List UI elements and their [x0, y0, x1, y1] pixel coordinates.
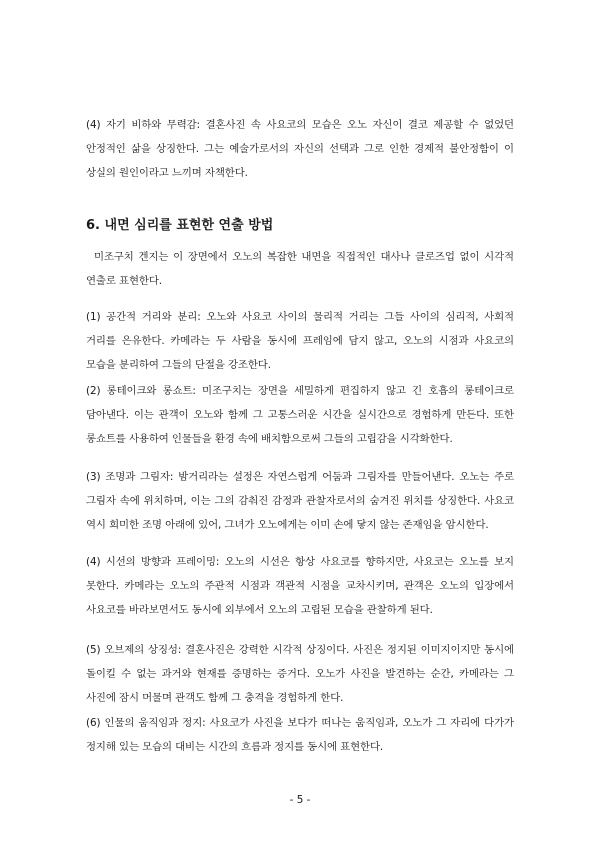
list-item: (2) 롱테이크와 롱쇼트: 미조구치는 장면을 세밀하게 편집하지 않고 긴 호흡의 롱테이크로 담아낸다. 이는 관객이 오노와 함께 그 고통스러운 시간을 실시간으로 경험하게 만든다. 또한 롱쇼트를 사용하여 인물들을 환경 속에 배치함으로써 그들의 고립감을 시각화한다.: [86, 385, 514, 445]
list-item: (6) 인물의 움직임과 정지: 사요코가 사진을 보다가 떠나는 움직임과, 오노가 그 자리에 다가가 정지해 있는 모습의 대비는 시간의 흐름과 정지를 동시에 표현한다.: [86, 717, 514, 753]
list-item: (3) 조명과 그림자: 밤거리라는 설정은 자연스럽게 어둠과 그림자를 만들어낸다. 오노는 주로 그림자 속에 위치하며, 이는 그의 감춰진 감정과 관찰자로서의 숨겨진 위치를 상징한다. 사요코 역시 희미한 조명 아래에 있어, 그녀가 오노에게는 이미 손에 닿지 않는 존재임을 암시한다.: [86, 471, 514, 531]
list-item: (1) 공간적 거리와 분리: 오노와 사요코 사이의 물리적 거리는 그들 사이의 심리적, 사회적 거리를 은유한다. 카메라는 두 사람을 동시에 프레임에 담지 않고, 오노의 시점과 사요코의 모습을 분리하여 그들의 단절을 강조한다.: [86, 311, 514, 371]
page-number: - 5 -: [289, 794, 311, 806]
intro-paragraph: (4) 자기 비하와 무력감: 결혼사진 속 사요코의 모습은 오노 자신이 결코 제공할 수 없었던 안정적인 삶을 상징한다. 그는 예술가로서의 자신의 선택과 그로 인한 경제적 불안정함이 이 상실의 원인이라고 느끼며 자책한다.: [86, 119, 514, 179]
section-heading: 6. 내면 심리를 표현한 연출 방법: [86, 218, 274, 233]
section-intro-paragraph: 미조구치 겐지는 이 장면에서 오노의 복잡한 내면을 직접적인 대사나 클로즈업 없이 시각적 연출로 표현한다.: [86, 251, 514, 287]
list-item: (5) 오브제의 상징성: 결혼사진은 강력한 시각적 상징이다. 사진은 정지된 이미지이지만 동시에 돌이킬 수 없는 과거와 현재를 증명하는 증거다. 오노가 사진을 발견하는 순간, 카메라는 그 사진에 잠시 머물며 관객도 함께 그 충격을 경험하게 한다.: [86, 644, 514, 704]
list-item: (4) 시선의 방향과 프레이밍: 오노의 시선은 항상 사요코를 향하지만, 사요코는 오노를 보지 못한다. 카메라는 오노의 주관적 시점과 객관적 시점을 교차시키며, 관객은 오노의 입장에서 사요코를 바라보면서도 동시에 외부에서 오노의 고립된 모습을 관찰하게 된다.: [86, 556, 514, 616]
